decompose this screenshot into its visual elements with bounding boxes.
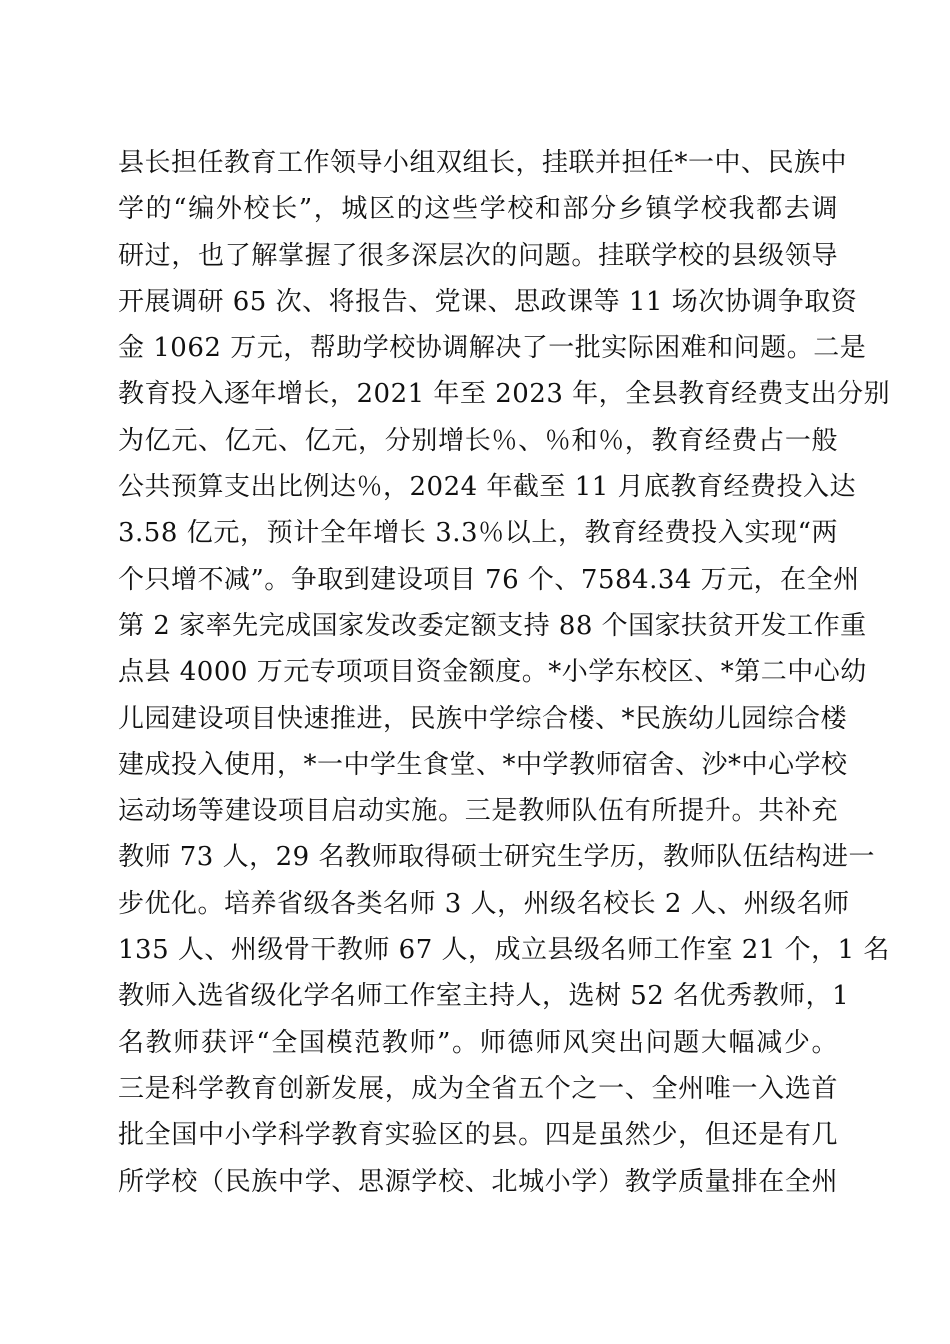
text-line: 所学校（民族中学、思源学校、北城小学）教学质量排在全州 — [118, 1166, 838, 1197]
text-line: 135 人、州级骨干教师 67 人，成立县级名师工作室 21 个，1 名 — [118, 935, 890, 966]
text-line: 个只增不减”。争取到建设项目 76 个、7584.34 万元，在全州 — [118, 564, 860, 595]
text-line: 研过，也了解掌握了很多深层次的问题。挂联学校的县级领导 — [118, 240, 838, 271]
text-line: 步优化。培养省级各类名师 3 人，州级名校长 2 人、州级名师 — [118, 888, 850, 919]
text-line: 公共预算支出比例达％，2024 年截至 11 月底教育经费投入达 — [118, 472, 857, 503]
text-line: 3.58 亿元，预计全年增长 3.3％以上，教育经费投入实现“两 — [118, 518, 838, 549]
text-line: 三是科学教育创新发展，成为全省五个之一、全州唯一入选首 — [118, 1073, 838, 1104]
text-line: 教师入选省级化学名师工作室主持人，选树 52 名优秀教师，1 — [118, 981, 850, 1012]
text-line: 儿园建设项目快速推进，民族中学综合楼、*民族幼儿园综合楼 — [118, 703, 848, 734]
text-line: 教育投入逐年增长，2021 年至 2023 年，全县教育经费支出分别 — [118, 379, 891, 410]
text-line: 教师 73 人，29 名教师取得硕士研究生学历，教师队伍结构进一 — [118, 842, 875, 873]
text-line: 为亿元、亿元、亿元，分别增长％、％和％，教育经费占一般 — [118, 425, 838, 456]
text-line: 开展调研 65 次、将报告、党课、思政课等 11 场次协调争取资 — [118, 286, 858, 317]
text-line: 第 2 家率先完成国家发改委定额支持 88 个国家扶贫开发工作重 — [118, 610, 867, 641]
text-line: 名教师获评“全国模范教师”。师德师风突出问题大幅减少。 — [118, 1027, 838, 1058]
text-line: 批全国中小学科学教育实验区的县。四是虽然少，但还是有几 — [118, 1120, 838, 1151]
text-line: 金 1062 万元，帮助学校协调解决了一批实际困难和问题。二是 — [118, 333, 867, 364]
body-text — [118, 140, 891, 1205]
text-line: 县长担任教育工作领导小组双组长，挂联并担任*一中、民族中 — [118, 148, 848, 178]
text-line: 运动场等建设项目启动实施。三是教师队伍有所提升。共补充 — [118, 796, 838, 827]
text-line: 学的“编外校长”，城区的这些学校和部分乡镇学校我都去调 — [118, 194, 838, 225]
text-line: 建成投入使用，*一中学生食堂、*中学教师宿舍、沙*中心学校 — [118, 749, 848, 780]
text-line: 点县 4000 万元专项项目资金额度。*小学东校区、*第二中心幼 — [118, 657, 867, 688]
